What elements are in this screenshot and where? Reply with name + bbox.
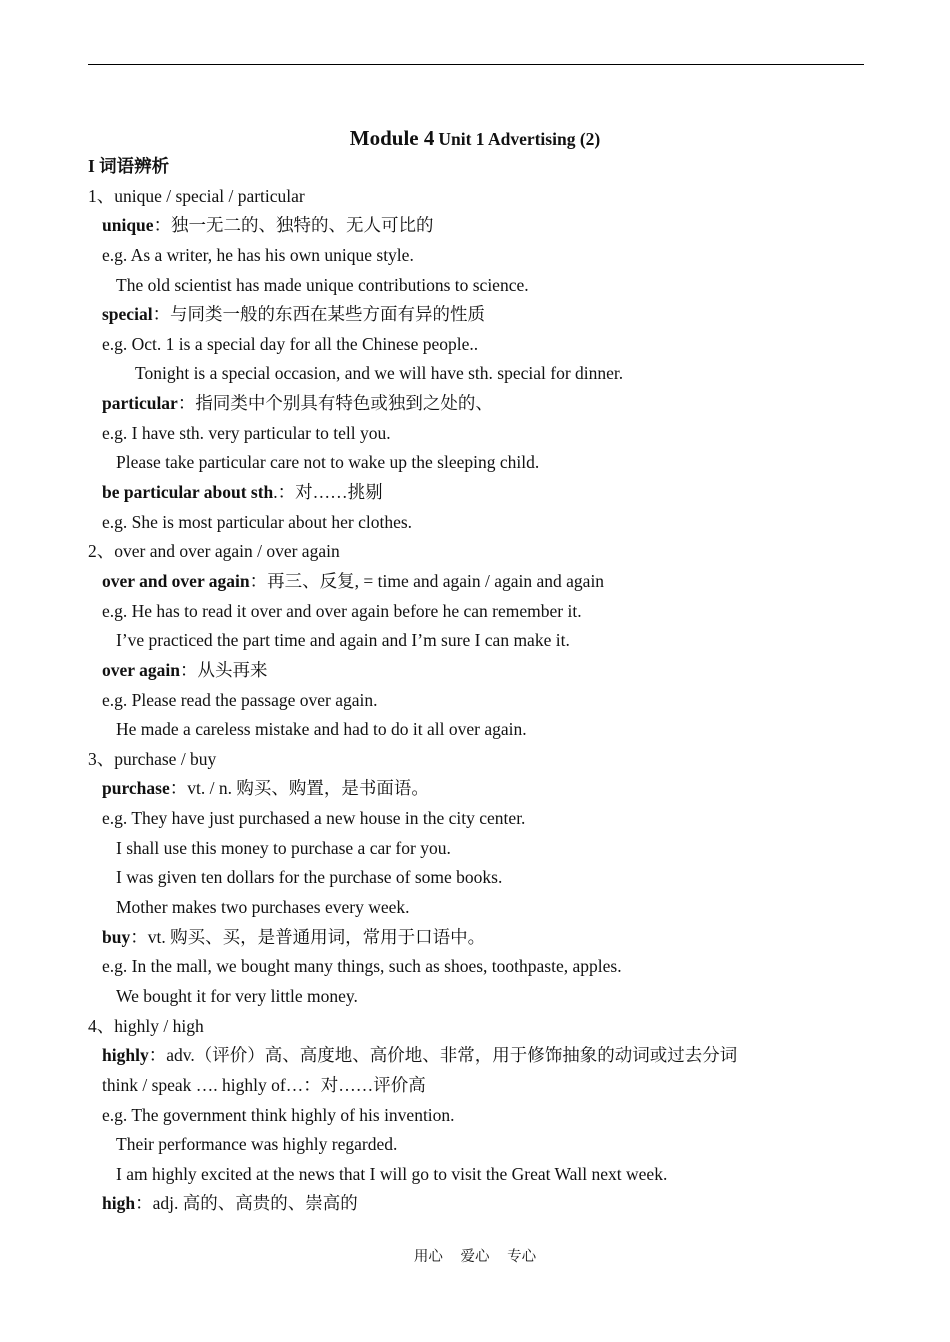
body-line (88, 1101, 908, 1131)
body-line (88, 359, 908, 389)
line-text: Their performance was highly regarded. (116, 1134, 398, 1155)
body-line (88, 1012, 908, 1042)
line-text: ：adj. 高的、高贵的、崇高的 (135, 1193, 358, 1214)
body-line (88, 537, 908, 567)
term: special (102, 304, 153, 325)
section-heading: I 词语辨析 (88, 156, 170, 176)
body-lines (88, 182, 908, 1219)
line-text: e.g. In the mall, we bought many things, such as shoes, toothpaste, apples. (102, 956, 622, 977)
body-line (88, 211, 908, 241)
body-line (88, 389, 908, 419)
body-line (88, 1130, 908, 1160)
body-line (88, 834, 908, 864)
header-rule (88, 64, 864, 65)
document-body (88, 152, 908, 1219)
body-line (88, 478, 908, 508)
line-text: ：再三、反复, = time and again / again and again (249, 570, 605, 591)
line-text: ：从头再来 (179, 659, 268, 680)
body-line (88, 893, 908, 923)
document-title (0, 124, 950, 155)
body-line (88, 1071, 908, 1101)
term: high (102, 1193, 136, 1214)
body-line (88, 1189, 908, 1219)
term: unique (102, 215, 154, 236)
line-text: I was given ten dollars for the purchase of some books. (116, 867, 503, 888)
line-text: I am highly excited at the news that I will go to visit the Great Wall next week. (116, 1163, 668, 1184)
line-text: We bought it for very little money. (116, 985, 358, 1006)
line-text: Tonight is a special occasion, and we will have sth. special for dinner. (135, 363, 624, 384)
body-line (88, 300, 908, 330)
line-text: e.g. Oct. 1 is a special day for all the Chinese people.. (102, 333, 479, 354)
body-line (88, 686, 908, 716)
line-text: ：指同类中个别具有特色或独到之处的、 (177, 393, 493, 414)
body-line (88, 774, 908, 804)
body-line (88, 330, 908, 360)
line-text: ：adv.（评价）高、高度地、高价地、非常，用于修饰抽象的动词或过去分词 (148, 1045, 738, 1066)
term: over and over again (102, 570, 250, 591)
body-line (88, 863, 908, 893)
page-footer: 用心 爱心 专心 (413, 1249, 537, 1265)
body-line (88, 923, 908, 953)
body-line (88, 419, 908, 449)
body-line (88, 982, 908, 1012)
body-line (88, 241, 908, 271)
line-text: .：对……挑剔 (273, 482, 383, 503)
line-text: He made a careless mistake and had to do it all over again. (116, 719, 527, 740)
line-text: e.g. The government think highly of his invention. (102, 1104, 455, 1125)
line-text: The old scientist has made unique contributions to science. (116, 274, 529, 295)
line-text: e.g. She is most particular about her clothes. (102, 511, 413, 532)
term: purchase (102, 778, 170, 799)
body-line (88, 1041, 908, 1071)
line-text: 3、purchase / buy (88, 748, 217, 769)
title-sub: Unit 1 Advertising (2) (438, 129, 601, 149)
term: buy (102, 926, 131, 947)
body-line (88, 745, 908, 775)
body-line (88, 597, 908, 627)
body-line (88, 182, 908, 212)
body-line (88, 448, 908, 478)
body-line (88, 567, 908, 597)
term: be particular about sth (102, 482, 274, 503)
line-text: I shall use this money to purchase a car for you. (116, 837, 451, 858)
line-text: I’ve practiced the part time and again and I’m sure I can make it. (116, 630, 570, 651)
line-text: e.g. I have sth. very particular to tell you. (102, 422, 391, 443)
term: particular (102, 393, 178, 414)
line-text: e.g. They have just purchased a new house in the city center. (102, 808, 526, 829)
line-text: Please take particular care not to wake up the sleeping child. (116, 452, 540, 473)
body-line (88, 1160, 908, 1190)
line-text: e.g. As a writer, he has his own unique style. (102, 244, 414, 265)
body-line (88, 508, 908, 538)
line-text: ：vt. 购买、买，是普通用词，常用于口语中。 (130, 926, 486, 947)
line-text: ：与同类一般的东西在某些方面有异的性质 (152, 304, 486, 325)
line-text: ：vt. / n. 购买、购置，是书面语。 (169, 778, 429, 799)
line-text: Mother makes two purchases every week. (116, 897, 410, 918)
body-line (88, 804, 908, 834)
body-line (88, 626, 908, 656)
line-text: 4、highly / high (88, 1015, 204, 1036)
line-text: e.g. Please read the passage over again. (102, 689, 378, 710)
body-line (88, 715, 908, 745)
title-main: Module 4 (349, 126, 435, 150)
line-text: think / speak …. highly of…：对……评价高 (102, 1074, 426, 1095)
line-text: ：独一无二的、独特的、无人可比的 (153, 215, 434, 236)
line-text: 2、over and over again / over again (88, 541, 340, 562)
term: over again (102, 659, 180, 680)
line-text: e.g. He has to read it over and over again before he can remember it. (102, 600, 582, 621)
term: highly (102, 1045, 149, 1066)
body-line (88, 952, 908, 982)
body-line (88, 656, 908, 686)
line-text: 1、unique / special / particular (88, 185, 305, 206)
body-line (88, 271, 908, 301)
